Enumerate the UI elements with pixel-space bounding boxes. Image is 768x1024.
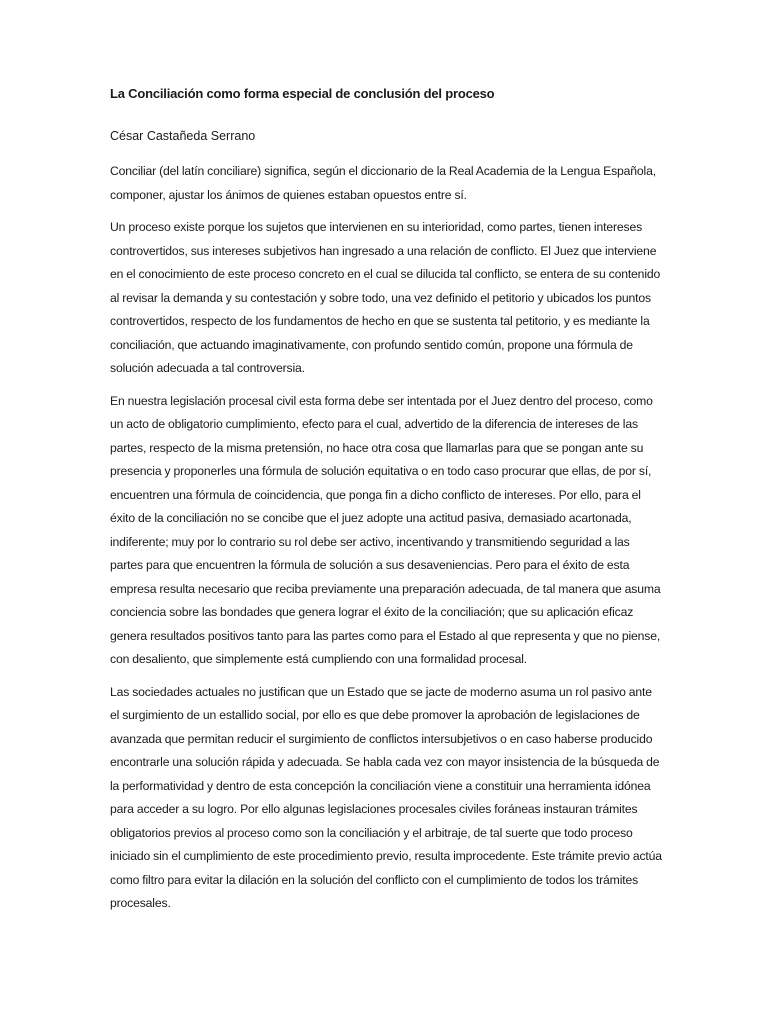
paragraph-3: En nuestra legislación procesal civil esta forma debe ser intentada por el Juez dentro del proceso, como un acto de obligatorio cumplimiento, efecto para el cual, advertido de la diferencia de intereses de las partes, respecto de la misma pretensión, no hace otra cosa que llamarlas para que se pongan ante su presencia y proponerles una fórmula de solución equitativa o en todo caso procurar que ellas, de por sí, encuentren una fórmula de coincidencia, que ponga fin a dicho conflicto de intereses. Por ello, para el éxito de la conciliación no se concibe que el juez adopte una actitud pasiva, demasiado acartonada, indiferente; muy por lo contrario su rol debe ser activo, incentivando y transmitiendo seguridad a las partes para que encuentren la fórmula de solución a sus desaveniencias. Pero para el éxito de esta empresa resulta necesario que reciba previamente una preparación adecuada, de tal manera que asuma conciencia sobre las bondades que genera lograr el éxito de la conciliación; que su aplicación eficaz genera resultados positivos tanto para las partes como para el Estado al que representa y que no piense, con desaliento, que simplemente está cumpliendo con una formalidad procesal.	[110, 393, 661, 666]
document-body	[110, 82, 662, 925]
paragraph-4: Las sociedades actuales no justifican que un Estado que se jacte de moderno asuma un rol pasivo ante el surgimiento de un estallido social, por ello es que debe promover la aprobación de legislaciones de avanzada que permitan reducir el surgimiento de conflictos intersubjetivos o en caso haberse producido encontrarle una solución rápida y adecuada. Se habla cada vez con mayor insistencia de la búsqueda de la performatividad y dentro de esta concepción la conciliación viene a constituir una herramienta idónea para acceder a su logro. Por ello algunas legislaciones procesales civiles foráneas instauran trámites obligatorios previos al proceso como son la conciliación y el arbitraje, de tal suerte que todo proceso iniciado sin el cumplimiento de este procedimiento previo, resulta improcedente. Este trámite previo actúa como filtro para evitar la dilación en la solución del conflicto con el cumplimiento de todos los trámites procesales.	[110, 684, 662, 910]
paragraph-2: Un proceso existe porque los sujetos que intervienen en su interioridad, como partes, tienen intereses controvertidos, sus intereses subjetivos han ingresado a una relación de conflicto. El Juez que interviene en el conocimiento de este proceso concreto en el cual se dilucida tal conflicto, se entera de su contenido al revisar la demanda y su contestación y sobre todo, una vez definido el petitorio y ubicados los puntos controvertidos, respecto de los fundamentos de hecho en que se sustenta tal petitorio, y es mediante la conciliación, que actuando imaginativamente, con profundo sentido común, propone una fórmula de solución adecuada a tal controversia.	[110, 220, 661, 375]
document-author: César Castañeda Serrano	[110, 129, 256, 143]
paragraph-1: Conciliar (del latín conciliare) significa, según el diccionario de la Real Academia de la Lengua Española, componer, ajustar los ánimos de quienes estaban opuestos entre sí.	[110, 164, 656, 202]
document-title: La Conciliación como forma especial de conclusión del proceso	[110, 86, 495, 101]
